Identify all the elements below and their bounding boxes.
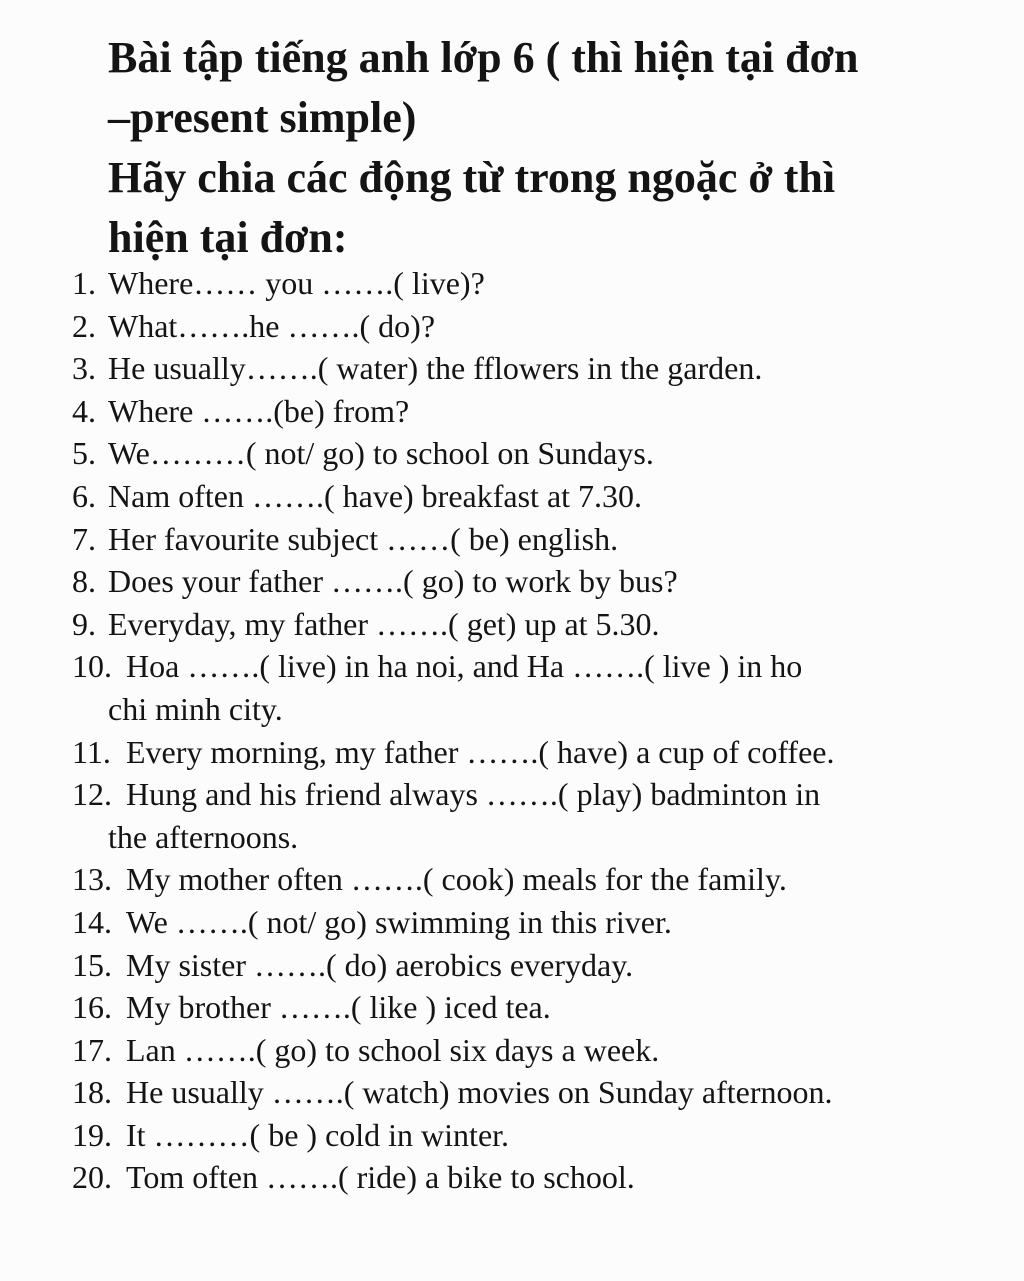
exercise-item bbox=[0, 475, 1000, 518]
exercise-number: 17. bbox=[72, 1031, 112, 1068]
exercise-text: It ………( be ) cold in winter. bbox=[126, 1116, 510, 1153]
exercise-text: Where…… you …….( live)? bbox=[108, 265, 485, 301]
exercise-number: 19. bbox=[72, 1116, 112, 1153]
instruction-line-1: Hãy chia các động từ trong ngoặc ở thì bbox=[108, 153, 836, 202]
instruction-line-2: hiện tại đơn: bbox=[108, 213, 348, 262]
exercise-number: 11. bbox=[72, 733, 111, 770]
exercise-text: Lan …….( go) to school six days a week. bbox=[126, 1031, 660, 1068]
exercise-text: Every morning, my father …….( have) a cup of coffee. bbox=[126, 733, 835, 770]
exercise-number: 20. bbox=[72, 1159, 112, 1196]
exercise-item bbox=[0, 944, 1000, 987]
exercise-text-line-1: Hung and his friend always …….( play) badminton in bbox=[126, 776, 821, 813]
exercise-number: 9. bbox=[72, 605, 96, 642]
exercise-text: Her favourite subject ……( be) english. bbox=[108, 520, 619, 557]
exercise-item bbox=[0, 347, 1000, 390]
exercise-text: Everyday, my father …….( get) up at 5.30. bbox=[108, 605, 660, 642]
exercise-text: My brother …….( like ) iced tea. bbox=[126, 989, 551, 1026]
exercise-text: My mother often …….( cook) meals for the family. bbox=[126, 861, 787, 898]
exercise-item bbox=[0, 518, 1000, 561]
exercise-item bbox=[0, 262, 1000, 305]
title-line-2: –present simple) bbox=[108, 93, 417, 142]
exercise-text: He usually…….( water) the fflowers in the garden. bbox=[108, 350, 763, 387]
exercise-text: Nam often …….( have) breakfast at 7.30. bbox=[108, 477, 643, 514]
exercise-list bbox=[0, 262, 1000, 1199]
exercise-text: My sister …….( do) aerobics everyday. bbox=[126, 946, 634, 983]
exercise-number: 8. bbox=[72, 563, 96, 600]
exercise-item bbox=[0, 603, 1000, 646]
exercise-number: 2. bbox=[72, 307, 96, 344]
exercise-item bbox=[0, 390, 1000, 433]
exercise-number: 4. bbox=[72, 392, 96, 429]
exercise-number: 1. bbox=[72, 265, 96, 301]
exercise-item bbox=[0, 901, 1000, 944]
exercise-text: Where …….(be) from? bbox=[108, 392, 410, 429]
exercise-number: 12. bbox=[72, 776, 112, 813]
exercise-item bbox=[0, 432, 1000, 475]
exercise-item bbox=[0, 305, 1000, 348]
exercise-text: We………( not/ go) to school on Sundays. bbox=[108, 435, 654, 472]
exercise-item bbox=[0, 1156, 1000, 1199]
exercise-text: What…….he …….( do)? bbox=[108, 307, 436, 344]
exercise-number: 14. bbox=[72, 903, 112, 940]
exercise-text-line-2: the afternoons. bbox=[108, 818, 299, 855]
exercise-text: We …….( not/ go) swimming in this river. bbox=[126, 903, 672, 940]
exercise-text: Does your father …….( go) to work by bus? bbox=[108, 563, 678, 600]
exercise-number: 16. bbox=[72, 989, 112, 1026]
exercise-item bbox=[0, 773, 1000, 858]
exercise-item bbox=[0, 560, 1000, 603]
exercise-number: 7. bbox=[72, 520, 96, 557]
exercise-item bbox=[0, 858, 1000, 901]
exercise-item bbox=[0, 645, 1000, 730]
exercise-text-line-2: chi minh city. bbox=[108, 690, 283, 727]
exercise-number: 10. bbox=[72, 648, 112, 685]
title-line-1: Bài tập tiếng anh lớp 6 ( thì hiện tại đơn bbox=[108, 33, 859, 82]
exercise-number: 18. bbox=[72, 1074, 112, 1111]
worksheet-heading bbox=[108, 28, 988, 268]
exercise-item bbox=[0, 731, 1000, 774]
exercise-text: He usually …….( watch) movies on Sunday afternoon. bbox=[126, 1074, 833, 1111]
exercise-number: 3. bbox=[72, 350, 96, 387]
exercise-number: 6. bbox=[72, 477, 96, 514]
exercise-item bbox=[0, 1029, 1000, 1072]
exercise-item bbox=[0, 1071, 1000, 1114]
exercise-text-line-1: Hoa …….( live) in ha noi, and Ha …….( live ) in ho bbox=[126, 648, 803, 685]
exercise-number: 5. bbox=[72, 435, 96, 472]
exercise-item bbox=[0, 986, 1000, 1029]
exercise-number: 13. bbox=[72, 861, 112, 898]
exercise-text: Tom often …….( ride) a bike to school. bbox=[126, 1159, 635, 1196]
exercise-item bbox=[0, 1114, 1000, 1157]
exercise-number: 15. bbox=[72, 946, 112, 983]
